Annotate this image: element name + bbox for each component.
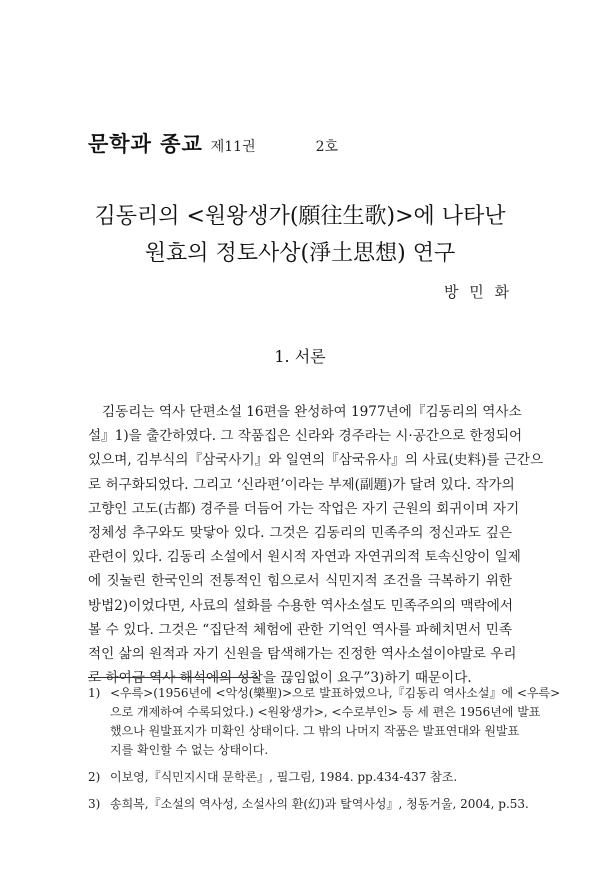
body-line: 방법2)이었다면, 사료의 설화를 수용한 역사소설도 민족주의의 맥락에서 bbox=[88, 597, 514, 614]
footnote-1 bbox=[88, 684, 561, 760]
body-line: 정체성 추구와도 맞닿아 있다. 그것은 김동리의 민족주의 정신과도 깊은 bbox=[88, 525, 512, 542]
footnote-number: 2) bbox=[88, 770, 101, 784]
body-line: 적인 삶의 원적과 자기 신원을 탐색해가는 진정한 역사소설이야말로 우리 bbox=[88, 646, 517, 663]
footnote-line: 했으나 원발표지가 미확인 상태이다. 그 밖의 나머지 작품은 발표연대와 원발표 bbox=[110, 724, 520, 738]
body-line: 관련이 있다. 김동리 소설에서 원시적 자연과 자연귀의적 토속신앙이 일제 bbox=[88, 549, 521, 566]
body-paragraph bbox=[88, 400, 544, 690]
body-line: 로 하여금 역사 해석에의 성찰을 끊임없이 요구”3)하기 때문이다. bbox=[88, 670, 472, 687]
body-line: 있으며, 김부식의『삼국사기』와 일연의『삼국유사』의 사료(史料)를 근간으 bbox=[88, 452, 544, 469]
journal-header bbox=[88, 128, 338, 158]
body-line: 볼 수 있다. 그것은 “집단적 체험에 관한 기억인 역사를 파헤치면서 민족 bbox=[88, 621, 512, 638]
body-line: 로 허구화되었다. 그리고 ‘신라편’이라는 부제(副題)가 달려 있다. 작가의 bbox=[88, 476, 515, 493]
body-line: 김동리는 역사 단편소설 16편을 완성하여 1977년에『김동리의 역사소 bbox=[102, 404, 522, 420]
body-line: 설』1)을 출간하였다. 그 작품집은 신라와 경주라는 시·공간으로 한정되어 bbox=[88, 428, 523, 445]
section-heading: 1. 서론 bbox=[274, 347, 326, 366]
footnotes bbox=[88, 684, 561, 822]
title-line-1: 김동리의 <원왕생가(願往生歌)>에 나타난 bbox=[94, 204, 506, 229]
title-line-2: 원효의 정토사상(淨土思想) 연구 bbox=[144, 241, 456, 266]
body-line: 고향인 고도(古都) 경주를 더듬어 가는 작업은 자기 근원의 회귀이며 자기 bbox=[88, 500, 520, 517]
issue-label: 2호 bbox=[315, 139, 339, 155]
footnote-line: 으로 개제하여 수록되었다.) <원왕생가>, <수로부인> 등 세 편은 1956년에 발표 bbox=[110, 705, 541, 719]
footnote-2 bbox=[88, 768, 512, 787]
footnote-text bbox=[110, 795, 529, 814]
author-name: 방 민 화 bbox=[443, 283, 512, 301]
journal-name: 문학과 종교 bbox=[88, 132, 203, 156]
volume-label: 제11권 bbox=[210, 139, 256, 155]
footnote-line: <우륵>(1956년에 <악성(樂聖)>으로 발표하였으나,『김동리 역사소설』에 <우륵> bbox=[110, 686, 561, 700]
footnote-line: 이보영,『식민지시대 문학론』, 필그림, 1984. pp.434-437 참조. bbox=[110, 770, 458, 784]
footnote-divider bbox=[88, 677, 258, 678]
footnote-line: 송희복,『소설의 역사성, 소설사의 환(幻)과 탈역사성』, 청동거울, 2004, p.53. bbox=[110, 797, 529, 811]
body-line: 에 짓눌린 한국인의 전통적인 힘으로서 식민지적 조건을 극복하기 위한 bbox=[88, 573, 512, 590]
footnote-text bbox=[110, 768, 512, 787]
footnote-text bbox=[110, 684, 560, 760]
footnote-3 bbox=[88, 795, 529, 814]
paper-title bbox=[0, 198, 600, 272]
footnote-line: 지를 확인할 수 없는 상태이다. bbox=[110, 743, 269, 757]
footnote-number: 1) bbox=[88, 686, 101, 700]
footnote-number: 3) bbox=[88, 797, 101, 811]
